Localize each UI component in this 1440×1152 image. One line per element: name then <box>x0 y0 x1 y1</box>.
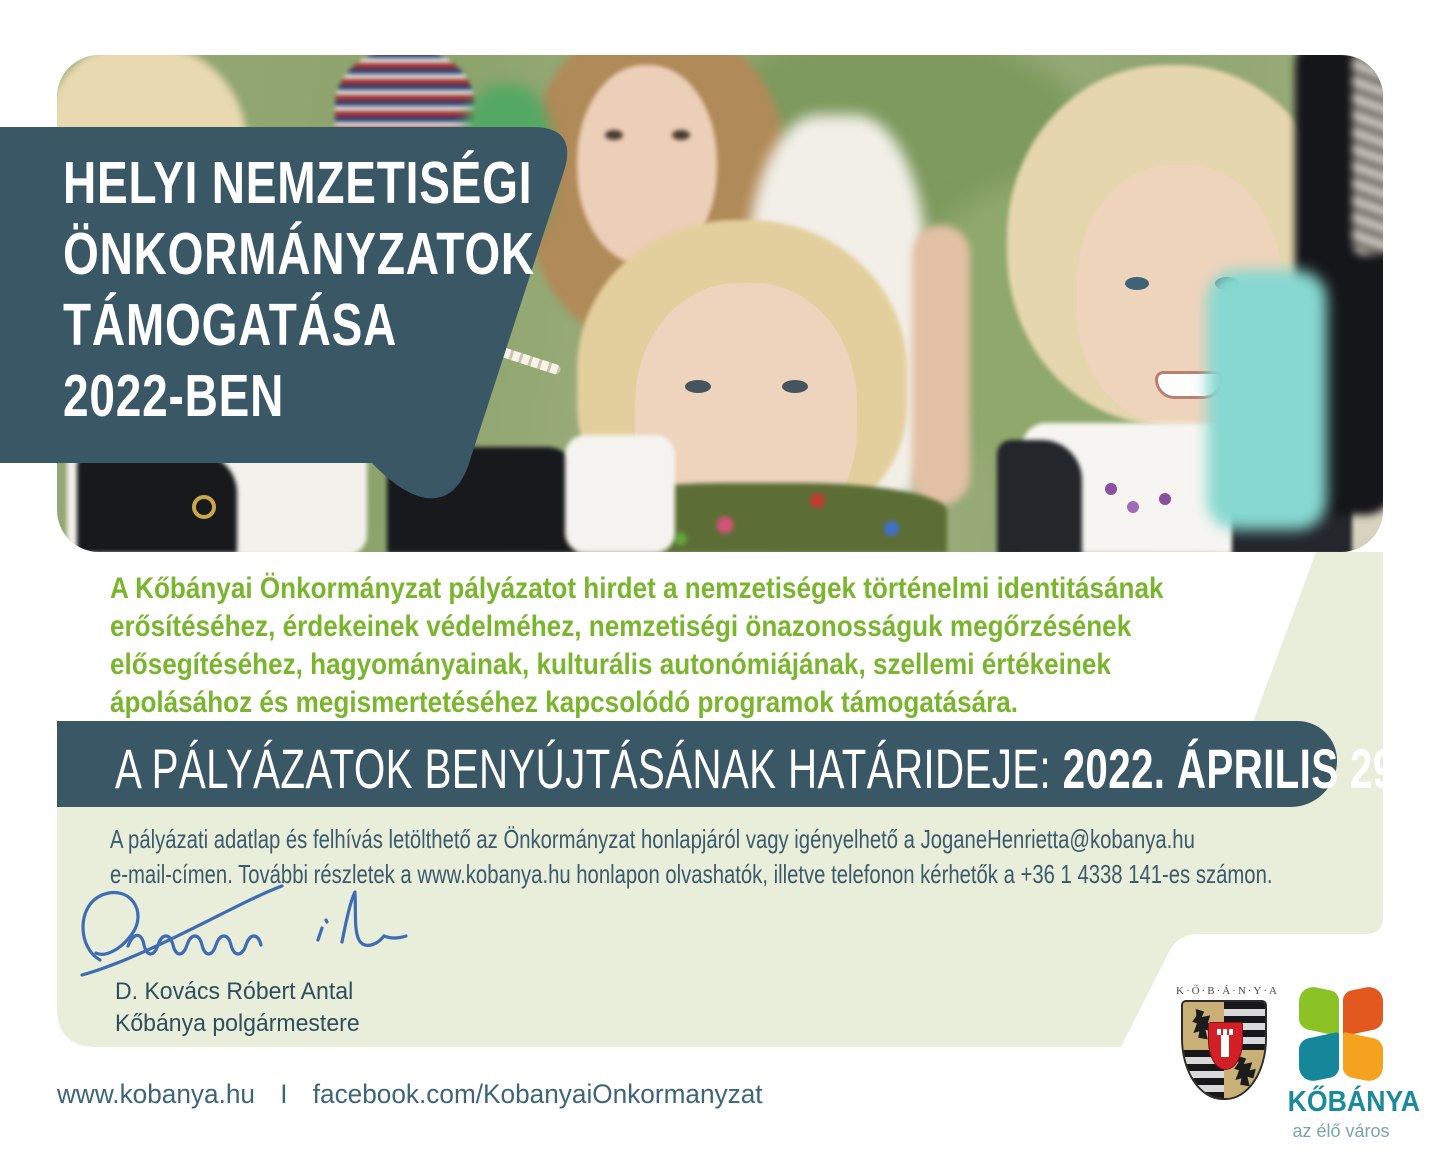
page-title <box>63 148 535 432</box>
title-line: TÁMOGATÁSA <box>63 292 398 358</box>
title-line: HELYI NEMZETISÉGI <box>63 150 533 216</box>
photo-arm <box>912 225 970 505</box>
footer-separator: I <box>280 1079 288 1109</box>
photo-eye <box>672 130 690 140</box>
deadline-band <box>57 721 1408 807</box>
deadline-text <box>115 736 1407 801</box>
photo-girl2-eye <box>1125 277 1149 290</box>
intro-line: A Kőbányai Önkormányzat pályázatot hirdet a nemzetiségek történelmi identitásának <box>110 572 1164 605</box>
intro-paragraph <box>110 570 1163 722</box>
photo-girl1-eye <box>685 380 711 393</box>
logo-petal-orange <box>1343 984 1383 1037</box>
logo-petal-yellow <box>1343 1032 1383 1085</box>
signer-name: D. Kovács Róbert Antal <box>115 978 354 1005</box>
city-logo-name: KŐBÁNYA <box>1287 1086 1421 1118</box>
logo-petal-green <box>1299 984 1339 1037</box>
signature-handwriting <box>70 880 420 980</box>
deadline-label: A PÁLYÁZATOK BENYÚJTÁSÁNAK HATÁRIDEJE: <box>115 737 1063 800</box>
photo-aqua-top <box>1207 270 1327 530</box>
logo-petal-teal <box>1299 1032 1339 1085</box>
deadline-date: 2022. ÁPRILIS 29. <box>1062 737 1408 800</box>
coat-of-arms <box>1176 985 1279 1100</box>
intro-line: elősegítéséhez, hagyományainak, kulturális autonómiájának, szellemi értékeinek <box>110 648 1111 681</box>
intro-line: ápolásához és megismertetéséhez kapcsolódó programok támogatására. <box>110 686 1019 719</box>
signer-title: Kőbánya polgármestere <box>115 1010 360 1037</box>
signer-block <box>115 976 360 1040</box>
x-logo-icon <box>1298 986 1384 1082</box>
photo-girl2-vest <box>997 440 1082 552</box>
intro-line: erősítéséhez, érdekeinek védelméhez, nemzetiségi önazonosságuk megőrzésének <box>110 610 1132 643</box>
footer-links <box>57 1079 763 1110</box>
city-logo <box>1283 986 1421 1142</box>
details-line: e-mail-címen. További részletek a www.kobanya.hu honlapon olvashatók, illetve telefonon kérhetők a +36 1 4338 141-es számon. <box>110 859 1273 889</box>
coat-of-arms-shield <box>1181 1000 1267 1100</box>
photo-girl1-eye <box>782 380 808 393</box>
facebook-link[interactable]: facebook.com/KobanyaiOnkormanyzat <box>312 1079 763 1109</box>
photo-embroidery <box>1105 483 1117 495</box>
details-line: A pályázati adatlap és felhívás letölthető az Önkormányzat honlapjáról vagy igényelhető a JoganeHenrietta@kobanya.hu <box>110 824 1195 854</box>
website-link[interactable]: www.kobanya.hu <box>57 1079 256 1109</box>
city-logo-slogan: az élő város <box>1292 1121 1390 1141</box>
photo-striped-shirt <box>1352 55 1383 255</box>
title-line: ÖNKORMÁNYZATOK <box>63 221 535 287</box>
title-line: 2022-BEN <box>63 363 285 429</box>
tower-icon <box>1221 1035 1229 1057</box>
photo-eye <box>605 130 623 140</box>
coat-of-arms-caption: K·Ő·B·Á·N·Y·A <box>1176 985 1279 997</box>
